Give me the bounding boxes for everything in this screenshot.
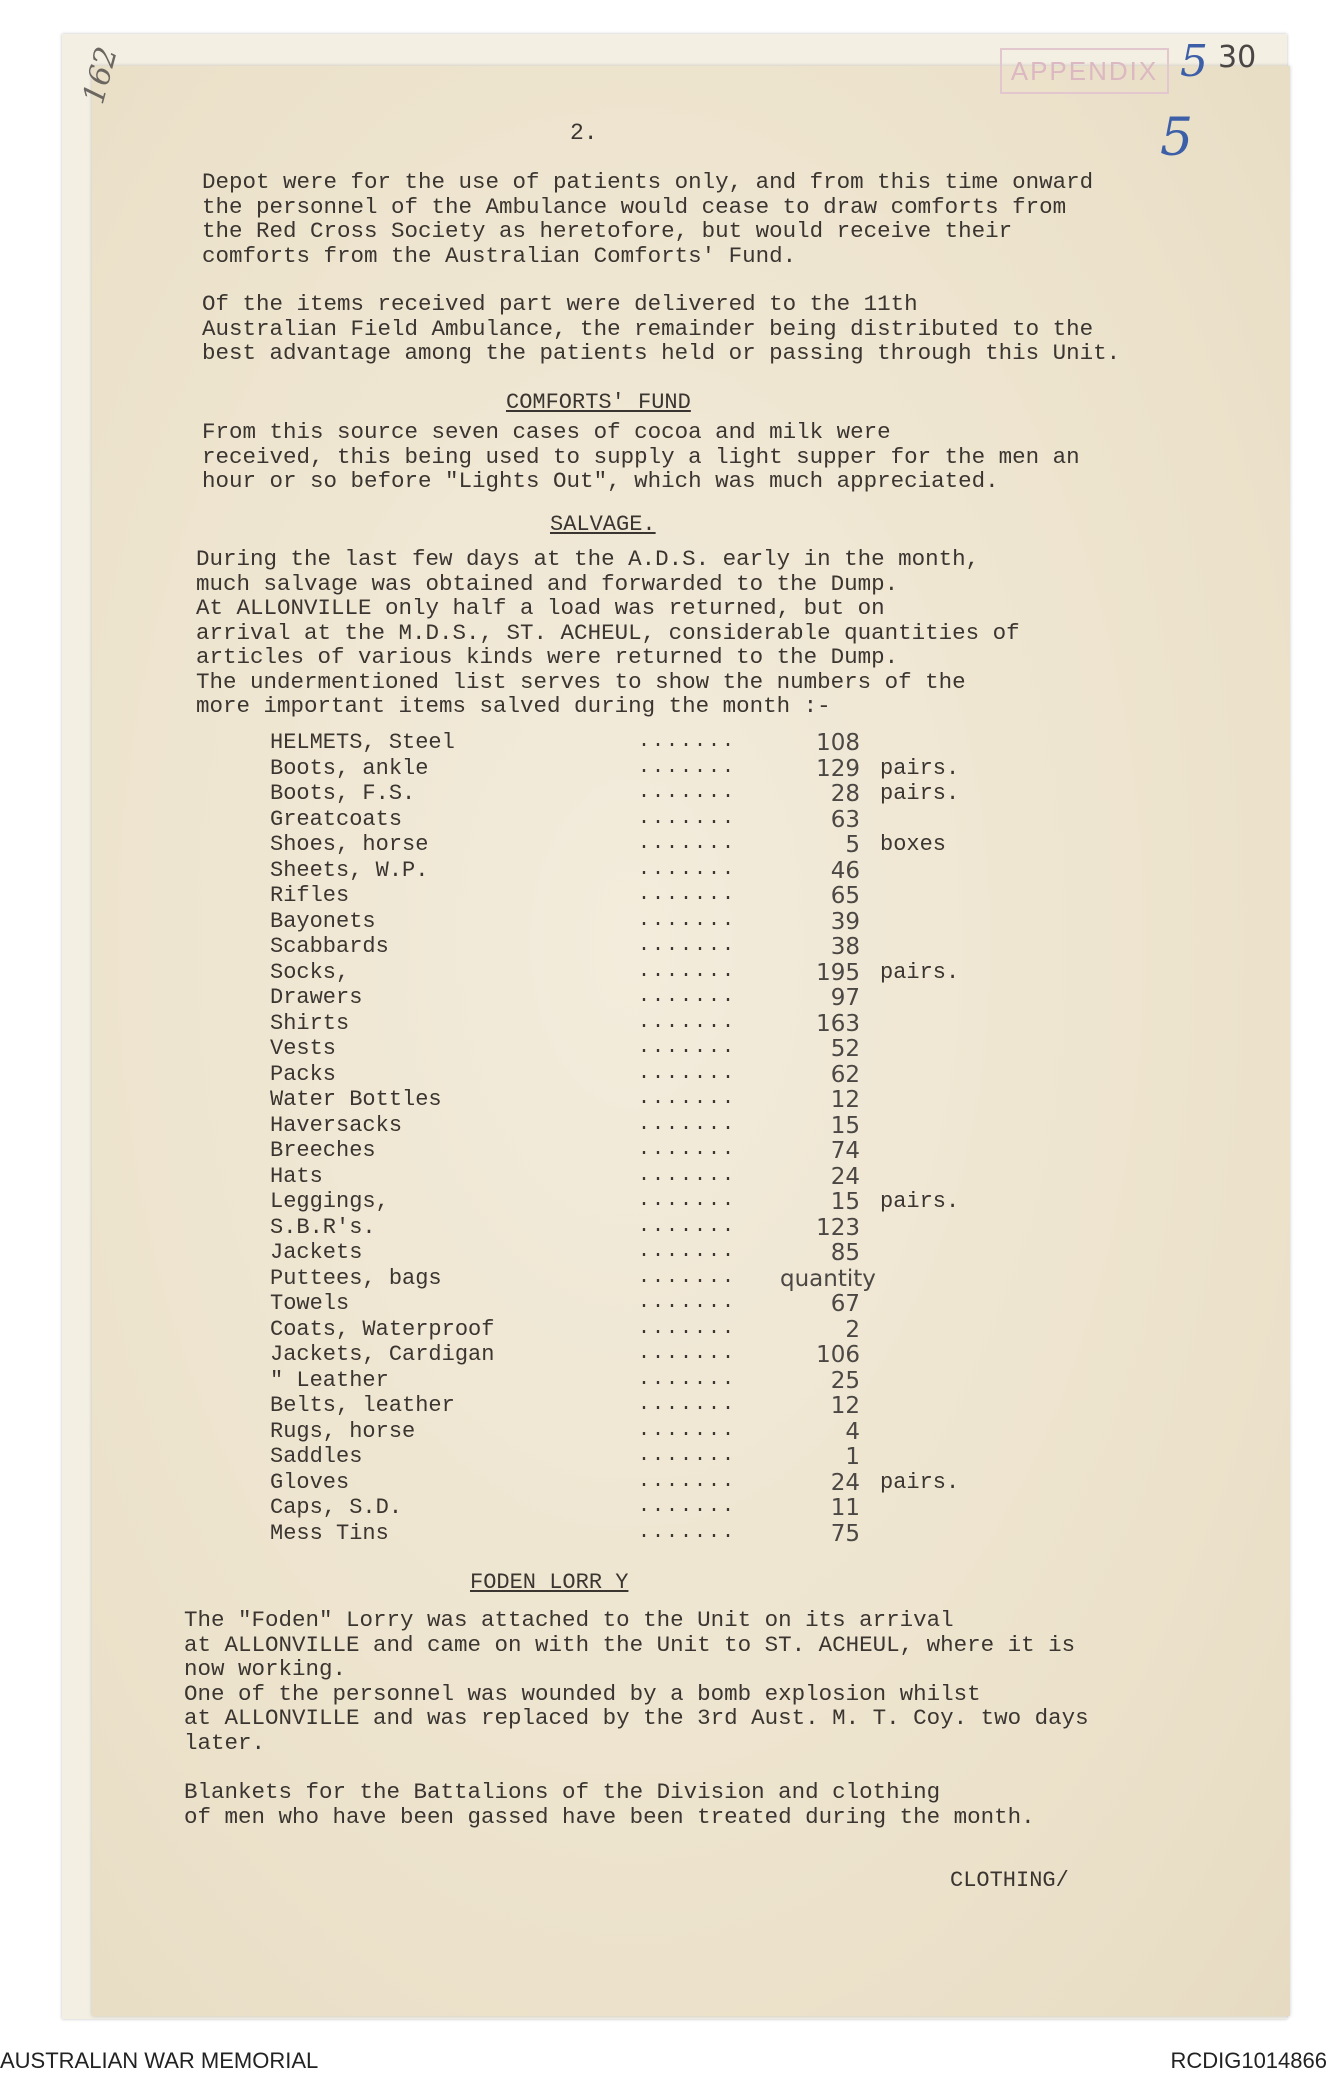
salvage-item-quantity: 67 xyxy=(830,1291,860,1317)
salvage-row xyxy=(0,1342,1337,1368)
continuation-catchword: CLOTHING/ xyxy=(950,1868,1069,1893)
footer-reference: RCDIG1014866 xyxy=(1170,2048,1327,2073)
salvage-row xyxy=(0,1317,1337,1343)
salvage-row xyxy=(0,1470,1337,1496)
salvage-item-leader: ....... xyxy=(638,959,737,983)
salvage-item-name: Jackets xyxy=(270,1240,363,1265)
salvage-row xyxy=(0,858,1337,884)
salvage-item-leader: ....... xyxy=(638,1316,737,1340)
paragraph-depot: Depot were for the use of patients only, and from this time onward the personnel of the Ambulance would cease to draw comforts from the Red Cross Society as heretofore, but would receive their comforts from the Australian Comforts' Fund. xyxy=(202,169,1094,269)
salvage-row xyxy=(0,909,1337,935)
salvage-item-leader: ....... xyxy=(638,934,737,957)
salvage-item-leader: ....... xyxy=(638,1469,737,1493)
page-number: 2. xyxy=(570,120,598,146)
paragraph-comforts-fund: From this source seven cases of cocoa and milk were received, this being used to supply a light supper for the men an hour or so before "Lights Out", which was much appreciated. xyxy=(202,419,1080,494)
salvage-row xyxy=(0,1521,1337,1547)
salvage-item-quantity: 97 xyxy=(830,985,860,1011)
salvage-item-quantity: 5 xyxy=(845,832,860,858)
salvage-row xyxy=(0,1113,1337,1139)
paragraph-foden-lorry: The "Foden" Lorry was attached to the Unit on its arrival at ALLONVILLE and came on with the Unit to ST. ACHEUL, where it is now working. One of the personnel was wounded by a bomb explosion whilst at ALLONVILLE and was replaced by the 3rd Aust. M. T. Coy. two days later. xyxy=(184,1607,1089,1756)
footer-institution: AUSTRALIAN WAR MEMORIAL xyxy=(0,2048,319,2073)
salvage-item-quantity: 2 xyxy=(845,1316,860,1343)
paragraph-blankets: Blankets for the Battalions of the Division and clothing of men who have been gassed have been treated during the month. xyxy=(184,1779,1035,1830)
salvage-item-name: Rugs, horse xyxy=(270,1418,416,1444)
salvage-item-unit: pairs. xyxy=(880,1469,960,1495)
salvage-row xyxy=(0,1444,1337,1470)
salvage-row xyxy=(0,1419,1337,1445)
salvage-item-quantity: 25 xyxy=(830,1367,860,1394)
appendix-stamp: APPENDIX xyxy=(1000,48,1169,94)
salvage-item-name: Caps, S.D. xyxy=(270,1495,403,1520)
salvage-item-leader: ....... xyxy=(638,1087,737,1110)
salvage-row xyxy=(0,1240,1337,1266)
salvage-row xyxy=(0,781,1337,807)
salvage-row xyxy=(0,960,1337,986)
salvage-item-name: Boots, F.S. xyxy=(270,781,416,806)
folio-mark: 5 xyxy=(1160,108,1194,168)
salvage-item-leader: ....... xyxy=(638,1342,737,1365)
salvage-item-leader: ....... xyxy=(638,755,737,779)
salvage-item-name: Vests xyxy=(270,1036,337,1061)
salvage-item-name: Bayonets xyxy=(270,908,376,934)
salvage-item-quantity: 163 xyxy=(816,1010,860,1037)
salvage-item-name: Saddles xyxy=(270,1444,363,1469)
salvage-item-quantity: 1 xyxy=(845,1444,860,1470)
salvage-item-leader: ....... xyxy=(638,1112,737,1136)
salvage-item-leader: ....... xyxy=(638,1036,737,1059)
salvage-row xyxy=(0,985,1337,1011)
salvage-item-leader: ....... xyxy=(638,908,737,932)
salvage-row xyxy=(0,883,1337,909)
salvage-item-unit: pairs. xyxy=(880,755,960,781)
salvage-row xyxy=(0,1368,1337,1394)
salvage-item-quantity: 129 xyxy=(816,755,860,782)
salvage-row xyxy=(0,756,1337,782)
salvage-item-quantity: 4 xyxy=(845,1418,860,1445)
appendix-number: 5 xyxy=(1180,36,1208,87)
salvage-item-name: Haversacks xyxy=(270,1112,403,1138)
salvage-item-leader: ....... xyxy=(638,1265,737,1289)
salvage-item-leader: ....... xyxy=(638,1163,737,1187)
salvage-item-quantity: 15 xyxy=(830,1189,860,1215)
salvage-item-quantity: 24 xyxy=(830,1163,860,1190)
salvage-item-name: Socks, xyxy=(270,959,350,985)
salvage-item-leader: ....... xyxy=(638,1010,737,1034)
salvage-item-name: Towels xyxy=(270,1291,350,1316)
salvage-item-name: Scabbards xyxy=(270,934,389,959)
salvage-row xyxy=(0,832,1337,858)
salvage-item-leader: ....... xyxy=(638,806,737,830)
salvage-item-name: Mess Tins xyxy=(270,1520,389,1546)
salvage-row xyxy=(0,1087,1337,1113)
salvage-item-name: Drawers xyxy=(270,985,363,1010)
salvage-item-quantity: 63 xyxy=(830,806,860,833)
salvage-item-unit: pairs. xyxy=(880,781,960,806)
salvage-item-quantity: 15 xyxy=(830,1112,860,1139)
salvage-item-quantity: 75 xyxy=(830,1520,860,1547)
salvage-item-name: Hats xyxy=(270,1163,323,1189)
salvage-item-quantity: 65 xyxy=(830,883,860,909)
salvage-item-name: Packs xyxy=(270,1061,337,1087)
salvage-item-quantity: 52 xyxy=(830,1036,860,1062)
salvage-item-quantity: quantity xyxy=(780,1265,876,1292)
salvage-row xyxy=(0,1011,1337,1037)
salvage-item-name: HELMETS, Steel xyxy=(270,730,455,755)
salvage-item-leader: ....... xyxy=(638,730,737,753)
salvage-item-name: Puttees, bags xyxy=(270,1265,442,1291)
salvage-item-quantity: 85 xyxy=(830,1240,860,1266)
salvage-item-leader: ....... xyxy=(638,1418,737,1442)
salvage-row xyxy=(0,1036,1337,1062)
salvage-item-quantity: 11 xyxy=(830,1495,860,1521)
salvage-item-quantity: 12 xyxy=(830,1087,860,1113)
salvage-item-leader: ....... xyxy=(638,1240,737,1263)
salvage-row xyxy=(0,1291,1337,1317)
margin-number: 162 xyxy=(76,43,125,108)
salvage-item-leader: ....... xyxy=(638,1138,737,1161)
salvage-item-quantity: 24 xyxy=(830,1469,860,1496)
salvage-item-quantity: 74 xyxy=(830,1138,860,1164)
salvage-item-quantity: 46 xyxy=(830,857,860,884)
paragraph-salvage: During the last few days at the A.D.S. early in the month, much salvage was obtained and forwarded to the Dump. At ALLONVILLE only half a load was returned, but on arrival at the M.D.S., ST. ACHEUL, considerable quantities of articles of various kinds were returned to the Dump. The undermentioned list serves to show the numbers of the more important items salved during the month :- xyxy=(196,546,1020,719)
salvage-item-name: Greatcoats xyxy=(270,806,403,832)
heading-comforts-fund: COMFORTS' FUND xyxy=(506,390,691,415)
salvage-item-leader: ....... xyxy=(638,1367,737,1391)
salvage-item-name: Gloves xyxy=(270,1469,350,1495)
salvage-item-leader: ....... xyxy=(638,1291,737,1314)
salvage-item-leader: ....... xyxy=(638,1444,737,1467)
salvage-row xyxy=(0,1062,1337,1088)
salvage-item-quantity: 195 xyxy=(816,959,860,986)
salvage-item-leader: ....... xyxy=(638,985,737,1008)
salvage-item-name: Water Bottles xyxy=(270,1087,442,1112)
salvage-item-leader: ....... xyxy=(638,1061,737,1085)
salvage-item-quantity: 28 xyxy=(830,781,860,807)
salvage-item-leader: ....... xyxy=(638,1520,737,1544)
salvage-item-quantity: 123 xyxy=(816,1214,860,1241)
salvage-item-name: Breeches xyxy=(270,1138,376,1163)
salvage-item-leader: ....... xyxy=(638,1189,737,1212)
salvage-item-leader: ....... xyxy=(638,857,737,881)
salvage-item-leader: ....... xyxy=(638,832,737,855)
heading-foden-lorry: FODEN LORR Y xyxy=(470,1570,629,1595)
salvage-row xyxy=(0,730,1337,756)
salvage-item-quantity: 38 xyxy=(830,934,860,960)
page-reference: 30 xyxy=(1218,40,1257,75)
salvage-item-unit: pairs. xyxy=(880,1189,960,1214)
salvage-item-leader: ....... xyxy=(638,1495,737,1518)
salvage-row xyxy=(0,1495,1337,1521)
salvage-item-quantity: 106 xyxy=(816,1342,860,1368)
salvage-row xyxy=(0,1266,1337,1292)
paragraph-items-received: Of the items received part were delivered to the 11th Australian Field Ambulance, the remainder being distributed to the best advantage among the patients held or passing through this Unit. xyxy=(202,291,1121,366)
salvage-item-name: Boots, ankle xyxy=(270,755,429,781)
salvage-item-quantity: 62 xyxy=(830,1061,860,1088)
salvage-item-name: Rifles xyxy=(270,883,350,908)
salvage-item-quantity: 39 xyxy=(830,908,860,935)
salvage-row xyxy=(0,1215,1337,1241)
salvage-row xyxy=(0,1393,1337,1419)
salvage-row xyxy=(0,1189,1337,1215)
salvage-item-name: Leggings, xyxy=(270,1189,389,1214)
salvage-row xyxy=(0,1138,1337,1164)
salvage-item-unit: pairs. xyxy=(880,959,960,985)
salvage-item-name: Shirts xyxy=(270,1010,350,1036)
salvage-item-name: Coats, Waterproof xyxy=(270,1316,495,1342)
salvage-item-name: Sheets, W.P. xyxy=(270,857,429,883)
salvage-item-name: S.B.R's. xyxy=(270,1214,376,1240)
salvage-item-quantity: 12 xyxy=(830,1393,860,1419)
salvage-row xyxy=(0,934,1337,960)
salvage-item-leader: ....... xyxy=(638,1214,737,1238)
salvage-row xyxy=(0,1164,1337,1190)
salvage-row xyxy=(0,807,1337,833)
salvage-item-unit: boxes xyxy=(880,832,947,857)
salvage-item-leader: ....... xyxy=(638,1393,737,1416)
salvage-item-name: Jackets, Cardigan xyxy=(270,1342,495,1367)
heading-salvage: SALVAGE. xyxy=(550,512,656,537)
salvage-item-quantity: 108 xyxy=(816,730,860,756)
salvage-item-name: Belts, leather xyxy=(270,1393,455,1418)
salvage-item-leader: ....... xyxy=(638,883,737,906)
salvage-item-name: " Leather xyxy=(270,1367,389,1393)
salvage-item-name: Shoes, horse xyxy=(270,832,429,857)
salvage-item-leader: ....... xyxy=(638,781,737,804)
